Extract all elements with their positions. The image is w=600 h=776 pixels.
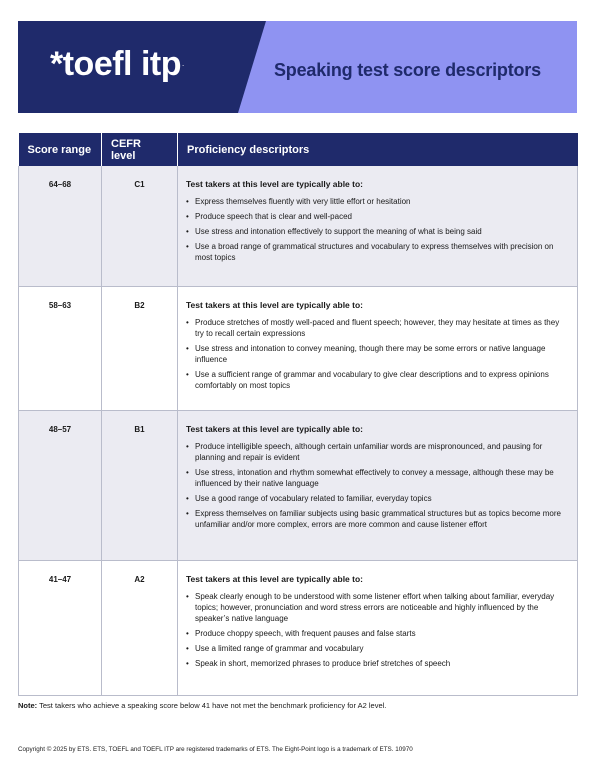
bullet-icon: • xyxy=(186,508,189,518)
descriptor-text: Use a broad range of grammatical structures and vocabulary to express themselves with precision on most topics xyxy=(195,242,554,262)
descriptor-list-item xyxy=(186,241,567,263)
descriptor-text: Produce speech that is clear and well-paced xyxy=(195,212,352,221)
cefr-level-cell: B1 xyxy=(102,410,178,560)
logo-text: *toefl itp xyxy=(50,45,181,83)
table-body xyxy=(19,166,578,695)
descriptor-intro: Test takers at this level are typically able to: xyxy=(186,423,364,434)
bullet-icon: • xyxy=(186,441,189,451)
proficiency-descriptor-cell xyxy=(178,410,578,560)
descriptor-text: Use a sufficient range of grammar and vocabulary to give clear descriptions and to express opinions comfortably on most topics xyxy=(195,369,549,390)
logo-mark: . xyxy=(181,59,184,68)
table-header-row xyxy=(19,133,578,166)
descriptor-text: Speak clearly enough to be understood with some listener effort when talking about familiar, everyday topics; however, pronunciation and word stress errors are noticeable and highly influenced by the speaker’s native language xyxy=(195,591,555,623)
table-row xyxy=(19,166,578,286)
score-range-cell: 48–57 xyxy=(19,410,102,560)
descriptor-text: Express themselves fluently with very little effort or hesitation xyxy=(195,197,411,206)
descriptor-list-item xyxy=(186,196,567,207)
descriptor-list-item xyxy=(186,493,567,504)
footnote xyxy=(18,701,578,711)
descriptor-text: Use a good range of vocabulary related to familiar, everyday topics xyxy=(195,493,432,503)
descriptor-list-item xyxy=(186,508,567,530)
descriptor-list-item xyxy=(186,591,567,624)
table-row xyxy=(19,410,578,560)
bullet-icon: • xyxy=(186,369,189,379)
bullet-icon: • xyxy=(186,591,189,601)
descriptor-list-item xyxy=(186,467,567,489)
proficiency-descriptor-cell xyxy=(178,286,578,410)
descriptor-text: Use stress and intonation to convey meaning, though there may be some errors or native language influence xyxy=(195,343,546,364)
score-descriptor-table xyxy=(18,133,578,696)
table-row xyxy=(19,286,578,410)
descriptor-text: Use stress and intonation effectively to support the meaning of what is being said xyxy=(195,227,482,236)
column-header-proficiency-descriptors: Proficiency descriptors xyxy=(178,133,578,166)
bullet-icon: • xyxy=(186,242,189,251)
bullet-icon: • xyxy=(186,467,189,477)
bullet-icon: • xyxy=(186,212,189,221)
bullet-icon: • xyxy=(186,493,189,503)
bullet-icon: • xyxy=(186,658,189,668)
descriptor-intro: Test takers at this level are typically able to: xyxy=(186,573,364,584)
bullet-icon: • xyxy=(186,343,189,353)
descriptor-intro: Test takers at this level are typically able to: xyxy=(186,299,364,310)
descriptor-list-item xyxy=(186,226,567,237)
table-row xyxy=(19,560,578,695)
bullet-icon: • xyxy=(186,628,189,638)
descriptor-text: Produce choppy speech, with frequent pauses and false starts xyxy=(195,628,416,638)
cefr-level-cell: C1 xyxy=(102,166,178,286)
proficiency-descriptor-cell xyxy=(178,166,578,286)
descriptor-text: Produce stretches of mostly well-paced and fluent speech; however, they may hesitate at times as they try to recall certain expressions xyxy=(195,317,560,338)
note-text: Test takers who achieve a speaking score below 41 have not met the benchmark proficiency for A2 level. xyxy=(39,701,387,710)
descriptor-text: Speak in short, memorized phrases to produce brief stretches of speech xyxy=(195,658,451,668)
descriptor-list-item xyxy=(186,317,567,339)
descriptor-text: Use stress, intonation and rhythm somewhat effectively to convey a message, although these may be influenced by their native language xyxy=(195,467,554,488)
cefr-level-cell: A2 xyxy=(102,560,178,695)
bullet-icon: • xyxy=(186,227,189,236)
toefl-itp-logo xyxy=(50,47,184,81)
descriptor-list-item xyxy=(186,441,567,463)
bullet-icon: • xyxy=(186,317,189,327)
descriptor-list-item xyxy=(186,628,567,639)
descriptor-intro: Test takers at this level are typically able to: xyxy=(186,179,364,189)
column-header-score-range: Score range xyxy=(19,133,102,166)
page-title: Speaking test score descriptors xyxy=(274,60,541,80)
header-banner xyxy=(18,21,577,113)
cefr-level-cell: B2 xyxy=(102,286,178,410)
descriptor-list-item xyxy=(186,369,567,391)
descriptor-list-item xyxy=(186,343,567,365)
descriptor-text: Produce intelligible speech, although certain unfamiliar words are mispronounced, and pausing for planning and repair is evident xyxy=(195,441,543,462)
column-header-cefr-level: CEFR level xyxy=(102,133,178,166)
score-range-cell: 41–47 xyxy=(19,560,102,695)
note-label: Note: xyxy=(18,701,38,710)
bullet-icon: • xyxy=(186,643,189,653)
descriptor-text: Express themselves on familiar subjects using basic grammatical structures but as topics become more unfamiliar and/or more complex, errors are more common and cause listener effort xyxy=(195,508,561,529)
copyright-text: Copyright © 2025 by ETS. ETS, TOEFL and TOEFL ITP are registered trademarks of ETS. The Eight-Point logo is a trademark of ETS. 10970 xyxy=(18,746,413,753)
bullet-icon: • xyxy=(186,197,189,206)
descriptor-list-item xyxy=(186,211,567,222)
descriptor-list-item xyxy=(186,643,567,654)
score-range-cell: 64–68 xyxy=(19,166,102,286)
descriptor-text: Use a limited range of grammar and vocabulary xyxy=(195,643,364,653)
proficiency-descriptor-cell xyxy=(178,560,578,695)
descriptor-list-item xyxy=(186,658,567,669)
score-range-cell: 58–63 xyxy=(19,286,102,410)
